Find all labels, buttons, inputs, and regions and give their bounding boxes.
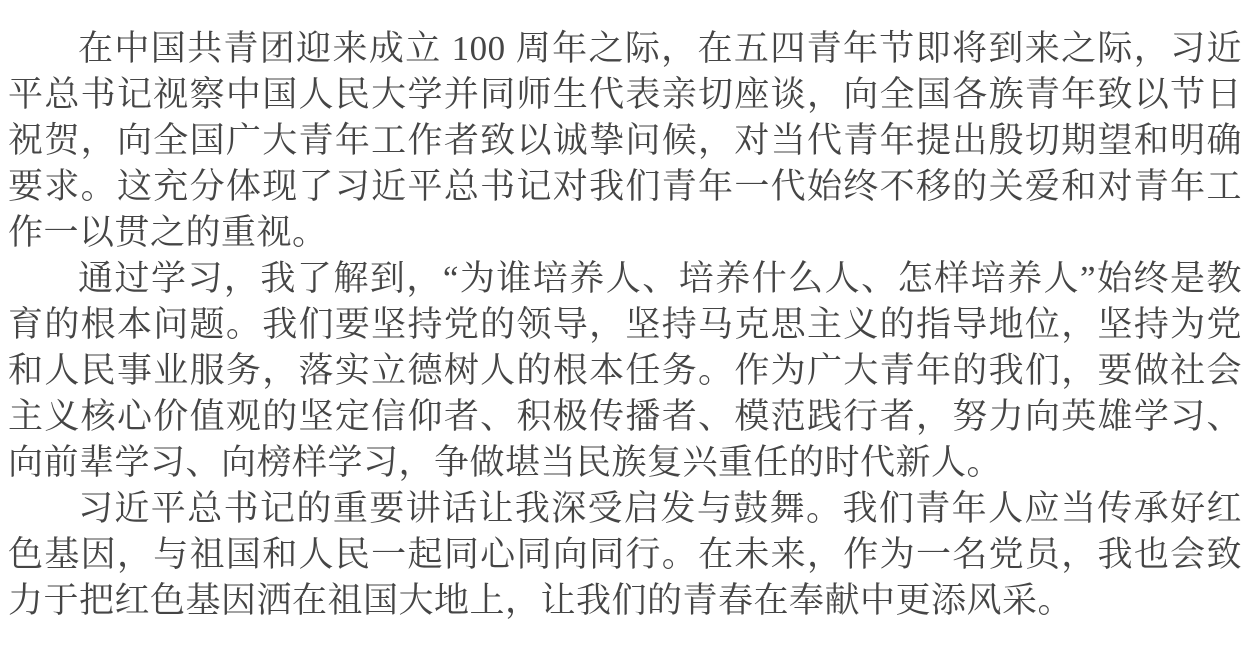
- paragraph-3: 习近平总书记的重要讲话让我深受启发与鼓舞。我们青年人应当传承好红色基因，与祖国和人民一起同心同向同行。在未来，作为一名党员，我也会致力于把红色基因洒在祖国大地上，让我们的青春在奉献中更添风采。: [8, 489, 1242, 620]
- paragraph-1: 在中国共青团迎来成立 100 周年之际，在五四青年节即将到来之际，习近平总书记视察中国人民大学并同师生代表亲切座谈，向全国各族青年致以节日祝贺，向全国广大青年工作者致以诚挚问候，对当代青年提出殷切期望和明确要求。这充分体现了习近平总书记对我们青年一代始终不移的关爱和对青年工作一以贯之的重视。: [8, 29, 1242, 252]
- paragraph-2: 通过学习，我了解到，“为谁培养人、培养什么人、怎样培养人”始终是教育的根本问题。我们要坚持党的领导，坚持马克思主义的指导地位，坚持为党和人民事业服务，落实立德树人的根本任务。作为广大青年的我们，要做社会主义核心价值观的坚定信仰者、积极传播者、模范践行者，努力向英雄学习、向前辈学习、向榜样学习，争做堪当民族复兴重任的时代新人。: [8, 259, 1242, 482]
